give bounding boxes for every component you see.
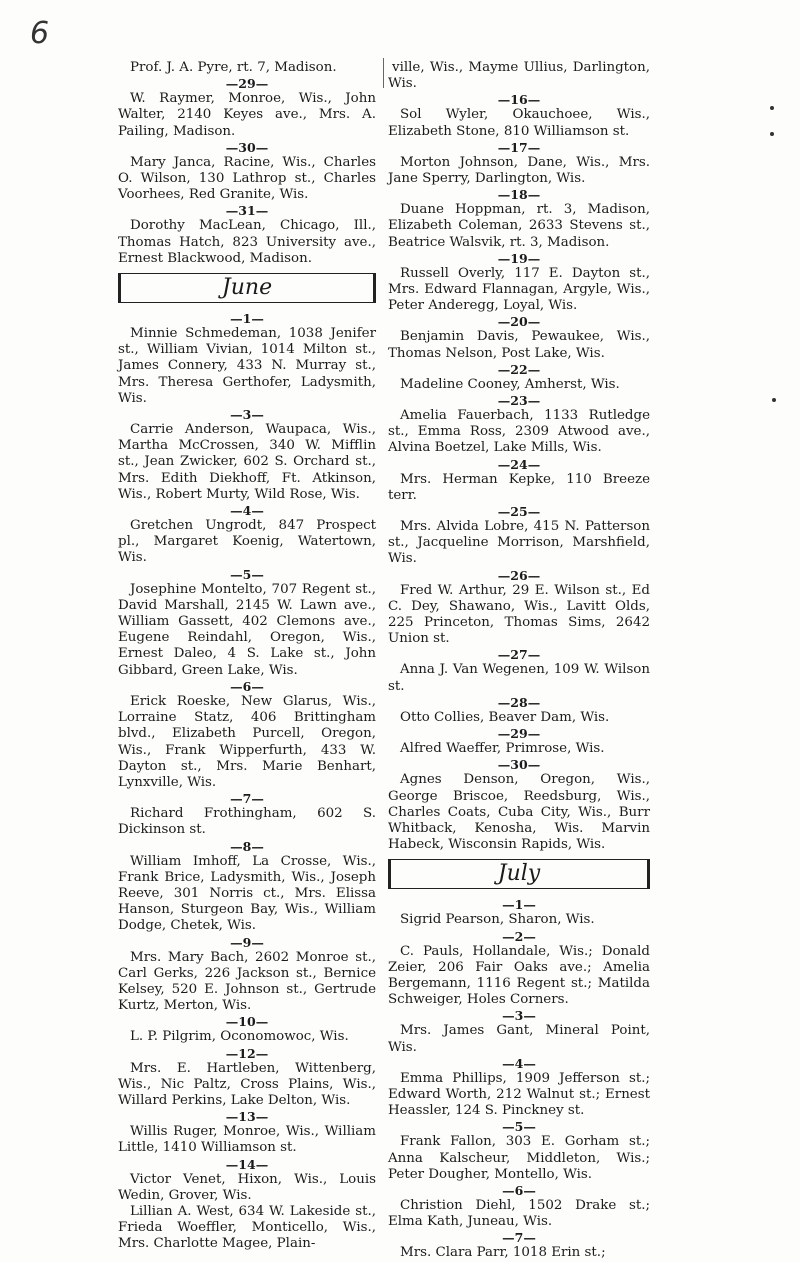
date-number: —1— [230,311,264,327]
birthday-entry: Fred W. Arthur, 29 E. Wilson st., Ed C. Dey, Shawano, Wis., Lavitt Olds, 225 Princeton, Thomas Sims, 2642 Union st. [388,582,650,647]
date-number: —7— [230,791,264,807]
birthday-entry: Duane Hoppman, rt. 3, Madison, Elizabeth Coleman, 2633 Stevens st., Beatrice Walsvik, rt. 3, Madison. [388,202,650,250]
birthday-entry: Mrs. Mary Bach, 2602 Monroe st., Carl Gerks, 226 Jackson st., Bernice Kelsey, 520 E. Johnson st., Gertrude Kurtz, Merton, Wis. [118,949,376,1014]
birthday-entry: Benjamin Davis, Pewaukee, Wis., Thomas Nelson, Post Lake, Wis. [388,329,650,361]
scan-speck [770,106,774,110]
date-number: —6— [230,678,264,694]
birthday-entry: ville, Wis., Mayme Ullius, Darlington, Wis. [388,60,650,92]
date-number: —1— [502,897,536,913]
date-number: —25— [497,504,541,520]
date-number: —14— [225,1156,269,1172]
date-number: —4— [230,503,264,519]
birthday-entry: Sigrid Pearson, Sharon, Wis. [400,912,595,928]
birthday-entry: Prof. J. A. Pyre, rt. 7, Madison. [130,60,337,75]
date-number: —29— [497,726,541,742]
date-number: —20— [497,314,541,330]
birthday-entry: Victor Venet, Hixon, Wis., Louis Wedin, Grover, Wis. [118,1171,376,1203]
date-number: —30— [497,757,541,773]
birthday-entry: Josephine Montelto, 707 Regent st., David Marshall, 2145 W. Lawn ave., William Gassett, 402 Clemons ave., Eugene Reindahl, Oregon, Wis., Ernest Daleo, 4 S. Lake st., John Gibbard, Green Lake, Wis. [118,581,376,678]
date-number: —5— [502,1119,536,1135]
birthday-entry: Alfred Waeffer, Primrose, Wis. [400,741,605,757]
birthday-entry: W. Raymer, Monroe, Wis., John Walter, 2140 Keyes ave., Mrs. A. Pailing, Madison. [118,91,376,139]
birthday-entry: Mrs. Herman Kepke, 110 Breeze terr. [388,471,650,503]
birthday-entry: L. P. Pilgrim, Oconomowoc, Wis. [130,1029,349,1045]
date-number: —30— [225,139,269,155]
birthday-entry: William Imhoff, La Crosse, Wis., Frank Brice, Ladysmith, Wis., Joseph Reeve, 301 Norris ct., Mrs. Elissa Hanson, Sturgeon Bay, Wis., William Dodge, Chetek, Wis. [118,853,376,934]
right-column [388,60,650,1262]
birthday-entry: Erick Roeske, New Glarus, Wis., Lorraine Statz, 406 Brittingham blvd., Elizabeth Purcell, Oregon, Wis., Frank Wipperfurth, 433 W. Dayton st., Mrs. Marie Benhart, Lynxville, Wis. [118,693,376,790]
birthday-entry: Richard Frothingham, 602 S. Dickinson st. [118,806,376,838]
date-number: —2— [502,928,536,944]
birthday-entry: Madeline Cooney, Amherst, Wis. [400,376,620,392]
date-number: —5— [230,566,264,582]
date-number: —13— [225,1109,269,1125]
date-number: —22— [497,361,541,377]
date-number: —29— [225,76,269,92]
birthday-entry: Minnie Schmedeman, 1038 Jenifer st., William Vivian, 1014 Milton st., James Connery, 433 N. Murray st., Mrs. Theresa Gerthofer, Ladysmith, Wis. [118,326,376,406]
date-number: —28— [497,694,541,710]
month-heading: June [118,273,376,303]
date-number: —26— [497,567,541,583]
birthday-entry: Mrs. Clara Parr, 1018 Erin st.; [400,1245,606,1261]
date-number: —27— [497,647,541,663]
scan-speck [772,398,776,402]
date-number: —9— [230,934,264,950]
birthday-entry: Emma Phillips, 1909 Jefferson st.; Edward Worth, 212 Walnut st.; Ernest Heassler, 124 S. Pinckney st. [388,1070,650,1119]
date-number: —7— [502,1230,536,1246]
birthday-entry: Willis Ruger, Monroe, Wis., William Little, 1410 Williamson st. [118,1124,376,1156]
month-heading: July [388,859,650,889]
date-number: —19— [497,250,541,266]
date-number: —18— [497,187,541,203]
birthday-entry: Mrs. Alvida Lobre, 415 N. Patterson st., Jacqueline Morrison, Marshfield, Wis. [388,519,650,567]
date-number: —31— [225,203,269,219]
date-number: —3— [230,407,264,423]
birthday-entry: Christion Diehl, 1502 Drake st.; Elma Kath, Juneau, Wis. [388,1197,650,1230]
date-number: —24— [497,456,541,472]
birthday-entry: Agnes Denson, Oregon, Wis., George Briscoe, Reedsburg, Wis., Charles Coats, Cuba City, Wis., Burr Whitback, Kenosha, Wis. Marvin Habeck, Wisconsin Rapids, Wis. [388,772,650,853]
birthday-entry: Mrs. James Gant, Mineral Point, Wis. [388,1023,650,1055]
birthday-entry: C. Pauls, Hollandale, Wis.; Donald Zeier, 206 Fair Oaks ave.; Amelia Bergemann, 1116 Regent st.; Matilda Schweiger, Holes Corners. [388,943,650,1008]
date-number: —12— [225,1045,269,1061]
date-number: —6— [502,1182,536,1198]
page-number: 6 [30,16,50,51]
birthday-entry: Russell Overly, 117 E. Dayton st., Mrs. Edward Flannagan, Argyle, Wis., Peter Anderegg, Loyal, Wis. [388,265,650,314]
birthday-entry: Carrie Anderson, Waupaca, Wis., Martha McCrossen, 340 W. Mifflin st., Jean Zwicker, 602 S. Orchard st., Mrs. Edith Diekhoff, Ft. Atkinson, Wis., Robert Murty, Wild Rose, Wis. [118,422,376,502]
birthday-entry: Frank Fallon, 303 E. Gorham st.; Anna Kalscheur, Middleton, Wis.; Peter Dougher, Montello, Wis. [388,1134,650,1182]
birthday-entry: Mary Janca, Racine, Wis., Charles O. Wilson, 130 Lathrop st., Charles Voorhees, Red Granite, Wis. [118,154,376,203]
date-number: —16— [497,92,541,108]
birthday-entry: Lillian A. West, 634 W. Lakeside st., Frieda Woeffler, Monticello, Wis., Mrs. Charlotte Magee, Plain- [118,1203,376,1252]
birthday-entry: Dorothy MacLean, Chicago, Ill., Thomas Hatch, 823 University ave., Ernest Blackwood, Madison. [118,218,376,266]
date-number: —8— [230,838,264,854]
birthday-entry: Otto Collies, Beaver Dam, Wis. [400,709,610,725]
date-number: —4— [502,1055,536,1071]
birthday-entry: Mrs. E. Hartleben, Wittenberg, Wis., Nic Paltz, Cross Plains, Wis., Willard Perkins, Lake Delton, Wis. [118,1060,376,1108]
birthday-entry: Sol Wyler, Okauchoee, Wis., Elizabeth Stone, 810 Williamson st. [388,107,650,139]
birthday-entry: Anna J. Van Wegenen, 109 W. Wilson st. [388,662,650,694]
birthday-entry: Amelia Fauerbach, 1133 Rutledge st., Emma Ross, 2309 Atwood ave., Alvina Boetzel, Lake Mills, Wis. [388,408,650,456]
column-divider [383,58,384,88]
left-column [118,60,376,1253]
birthday-entry: Gretchen Ungrodt, 847 Prospect pl., Margaret Koenig, Watertown, Wis. [118,518,376,566]
date-number: —3— [502,1008,536,1024]
date-number: —23— [497,393,541,409]
date-number: —17— [497,139,541,155]
scan-speck [770,132,774,136]
birthday-entry: Morton Johnson, Dane, Wis., Mrs. Jane Sperry, Darlington, Wis. [388,154,650,187]
date-number: —10— [225,1014,269,1030]
